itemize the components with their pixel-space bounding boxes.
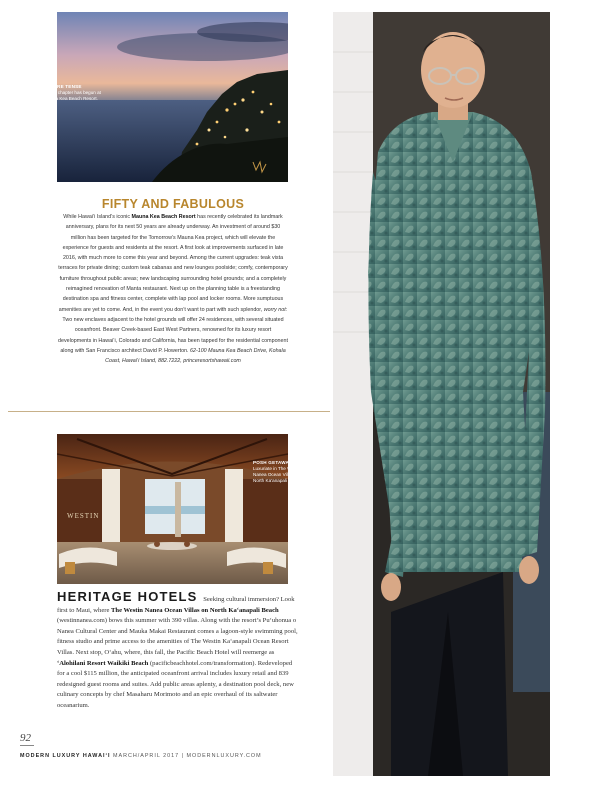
section-title-heritage-hotels: HERITAGE HOTELS [57, 589, 198, 604]
section-divider [8, 411, 330, 412]
fifty-address: 62-100 Mauna Kea Beach Drive, Kohala Coast, Hawai‘i Island, 882.7222, princeresortshawaii.com [105, 347, 286, 365]
photo-caption-posh-getaway [253, 460, 311, 484]
westin-nanea-name: The Westin Nanea Ocean Villas on North Ka‘anapali Beach [111, 606, 279, 614]
page-number: 92 [20, 732, 31, 744]
magazine-name: MODERN LUXURY HAWAI‘I [20, 753, 111, 759]
fifty-text-1: While Hawai‘i Island’s iconic [63, 214, 132, 220]
issue-info: MARCH/APRIL 2017 | MODERNLUXURY.COM [110, 753, 262, 759]
page-footer [20, 753, 262, 759]
heritage-text-2: (westinnanea.com) bows this summer with 390 villas. Along with the resort’s Pu‘uhonua o Nanea Cultural Center and Mauka Makai Restaurant comes a lagoon-style swimming pool, fitness studio and prime access to the amenities of The Westin Ka‘anapali Ocean Resort Villas. Next stop, O‘ahu, where, this fall, the Pacific Beach Hotel will reemerge as [57, 617, 298, 656]
fifty-text-3: : Two new enclaves adjacent to the hotel grounds will offer 24 residences, with several situated oceanfront. Beaver Creek-based East West Partners, renowned for its luxury resort developments in Hawai‘i, Colorado and California, has been tapped for the residential component along with San Francisco architect David P. Howerton. [58, 306, 288, 354]
fifty-text-2: has recently celebrated its landmark anniversary, plans for its next 50 years are already underway. An investment of around $30 million has been targeted for the Tomorrow’s Mauna Kea project, which will elevate the experience for guests and residents at the resort. A first look at improvements surfaced in late 2016, with much more to come this year and beyond. Among the current upgrades: teak vista terraces for private dining; custom teak cabanas and new lounges poolside; comfy, contemporary furniture throughout public areas; new landscaping surrounding hotel grounds; and a completely reimagined renovation of Manta restaurant. Next up on the planning table is a freestanding destination spa and fitness center, complete with lap pool and locker rooms. More sumptuous amenities are yet to come. And, in the event you don’t want to part with such splendor, [58, 214, 288, 313]
westin-sign: WESTIN [67, 512, 100, 520]
heritage-text-3: (pacificbeachhotel.com/transformation). Redeveloped for a cool $115 million, the anticipated oceanfront arrival includes luxury retail and 839 redesigned guest rooms and suites. Add public areas aplenty, a destination pool deck, new culinary concepts by chef Masaharu Morimoto and an epic overhaul of its saltwater oceanarium. [57, 659, 294, 709]
caption-title: FUTURE TENSE [44, 84, 82, 89]
caption-title: POSH GETAWAY [253, 460, 292, 465]
alohilani-resort-name: ‘Alohilani Resort Waikiki Beach [57, 659, 149, 667]
heritage-text-1: Seeking cultural immersion? Look first to Maui, where [57, 596, 295, 614]
caption-text: A new chapter has begun at Mauna Kea Beach Resort. [44, 90, 101, 101]
westin-nanea-photo [57, 434, 288, 584]
caption-text: Luxuriate in The Westin Nanea Ocean Villas on North Ka‘anapali Beach. [253, 466, 303, 483]
mauna-kea-resort-name: Mauna Kea Beach Resort [131, 214, 196, 220]
footer-divider [20, 745, 34, 746]
section-title-fifty-and-fabulous: FIFTY AND FABULOUS [101, 197, 245, 211]
portrait-photo [333, 12, 550, 776]
heritage-article-body [57, 589, 300, 712]
photo-caption-future-tense [44, 84, 106, 102]
fifty-article-body [58, 212, 288, 366]
fifty-emphasis: worry not [263, 306, 286, 313]
